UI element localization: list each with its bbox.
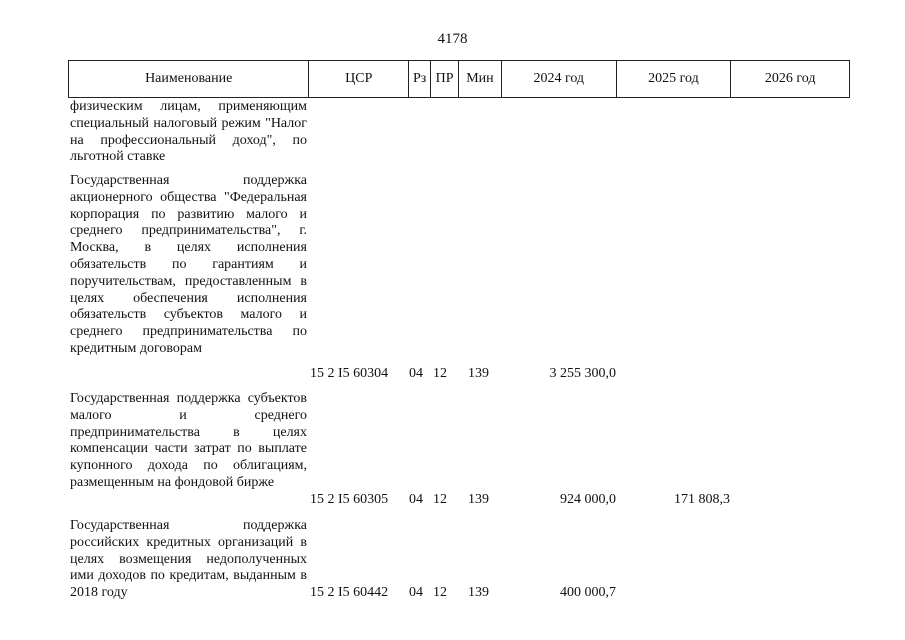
row-min: 139 <box>468 366 489 381</box>
column-header-name: Наименование <box>69 61 309 97</box>
column-header-pr: ПР <box>431 61 459 97</box>
row-csr: 15 2 I5 60442 <box>310 585 389 600</box>
row-min: 139 <box>468 492 489 507</box>
row-name: Государственная поддержка акционерного общества "Федеральная корпорация по развитию малого и среднего предпринимательства", г. Москва, в целях исполнения обязательств по гарантиям и поручительствам, предоставленным в целях обеспечения исполнения обязательств субъектов малого и среднего предпринимательства по кредитным договорам <box>70 173 307 356</box>
row-csr: 15 2 I5 60304 <box>310 366 389 381</box>
row-name: физическим лицам, применяющим специальный налоговый режим "Налог на профессиональный доход", по льготной ставке <box>70 99 307 165</box>
page-number: 4178 <box>437 31 468 47</box>
row-rz: 04 <box>409 492 423 507</box>
row-rz: 04 <box>409 585 423 600</box>
row-csr: 15 2 I5 60305 <box>310 492 389 507</box>
table-header <box>68 60 850 98</box>
column-header-csr: ЦСР <box>309 61 409 97</box>
row-rz: 04 <box>409 366 423 381</box>
row-2024: 400 000,7 <box>560 585 616 600</box>
row-pr: 12 <box>433 366 447 381</box>
row-min: 139 <box>468 585 489 600</box>
column-header-min: Мин <box>459 61 502 97</box>
column-header-2025: 2025 год <box>617 61 732 97</box>
row-2025: 171 808,3 <box>674 492 730 507</box>
row-2024: 3 255 300,0 <box>549 366 616 381</box>
row-2024: 924 000,0 <box>560 492 616 507</box>
row-pr: 12 <box>433 492 447 507</box>
row-name: Государственная поддержка субъектов малого и среднего предпринимательства в целях компенсации части затрат по выплате купонного дохода по облигациям, размещенным на фондовой бирже <box>70 391 307 490</box>
column-header-2026: 2026 год <box>764 71 816 86</box>
row-pr: 12 <box>433 585 447 600</box>
column-header-2024: 2024 год <box>502 61 617 97</box>
row-name: Государственная поддержка российских кредитных организаций в целях возмещения недополученных ими доходов по кредитам, выданным в 2018 году <box>70 518 307 601</box>
column-header-rz: Рз <box>409 61 431 97</box>
